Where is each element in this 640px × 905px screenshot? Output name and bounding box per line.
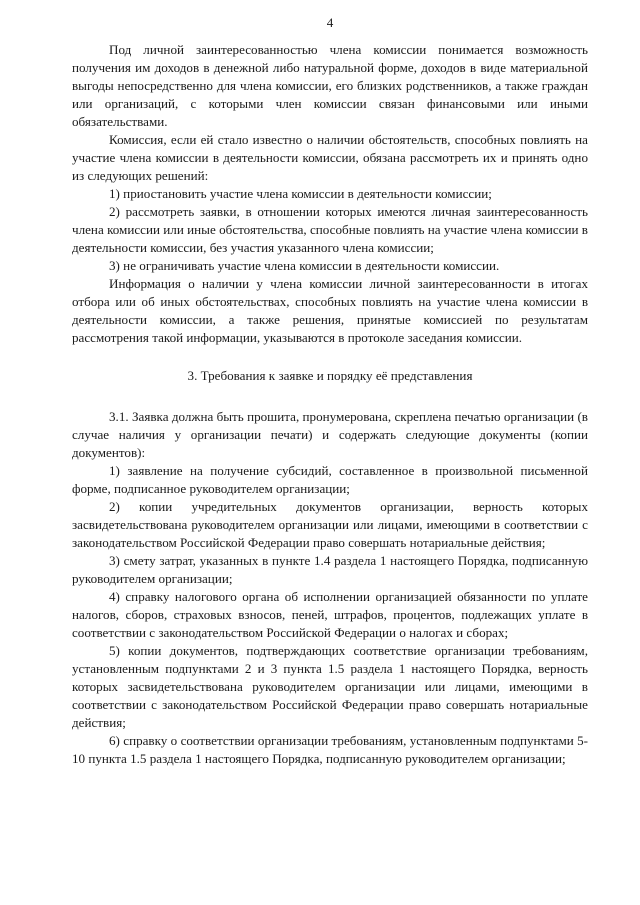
list-item: 5) копии документов, подтверждающих соответствие организации требованиям, установленным подпунктами 2 и 3 пункта 1.5 раздела 1 настоящего Порядка, верность которых засвидетельствована руководителем организации или лицами, имеющими в соответствии с законодательством Российской Федерации право совершать нотариальные действия; [72, 643, 588, 730]
section-heading: 3. Требования к заявке и порядку её представления [187, 368, 473, 383]
list-item: 2) копии учредительных документов организации, верность которых засвидетельствована руководителем организации или лицами, имеющими в соответствии с законодательством Российской Федерации право совершать нотариальные действия; [72, 499, 588, 550]
section-3-body [72, 408, 588, 768]
list-item: 2) рассмотреть заявки, в отношении которых имеются личная заинтересованность члена комиссии или иные обстоятельства, способные повлиять на участие члена комиссии в деятельности комиссии, без участия указанного члена комиссии; [72, 204, 588, 255]
list-item: 1) приостановить участие члена комиссии в деятельности комиссии; [109, 186, 492, 201]
page-number: 4 [326, 15, 334, 30]
list-item: 3) смету затрат, указанных в пункте 1.4 раздела 1 настоящего Порядка, подписанную руководителем организации; [72, 553, 588, 586]
paragraph: Под личной заинтересованностью члена комиссии понимается возможность получения им доходов в денежной либо натуральной форме, доходов в виде материальной выгоды непосредственно для члена комиссии, его близких родственников, а также граждан или организаций, с которыми член комиссии связан финансовыми или иными обязательствами. [72, 42, 588, 129]
list-item: 6) справку о соответствии организации требованиям, установленным подпунктами 5-10 пункта 1.5 раздела 1 настоящего Порядка, подписанную руководителем организации; [72, 733, 588, 766]
list-item: 1) заявление на получение субсидий, составленное в произвольной письменной форме, подписанное руководителем организации; [72, 463, 588, 496]
paragraph: Комиссия, если ей стало известно о наличии обстоятельств, способных повлиять на участие члена комиссии в деятельности комиссии, обязана рассмотреть их и принять одно из следующих решений: [72, 132, 588, 183]
list-item: 4) справку налогового органа об исполнении организацией обязанности по уплате налогов, сборов, страховых взносов, пеней, штрафов, процентов, подлежащих уплате в соответствии с законодательством Российской Федерации о налогах и сборах; [72, 589, 588, 640]
list-item: 3) не ограничивать участие члена комиссии в деятельности комиссии. [109, 258, 500, 273]
section-2-body [72, 41, 588, 347]
paragraph: Информация о наличии у члена комиссии личной заинтересованности в итогах отбора или об иных обстоятельствах, способных повлиять на участие члена комиссии в деятельности комиссии, а также решения, принятые комиссией по результатам рассмотрения такой информации, указываются в протоколе заседания комиссии. [72, 276, 588, 345]
paragraph: 3.1. Заявка должна быть прошита, пронумерована, скреплена печатью организации (в случае наличия у организации печати) и содержать следующие документы (копии документов): [72, 409, 588, 460]
